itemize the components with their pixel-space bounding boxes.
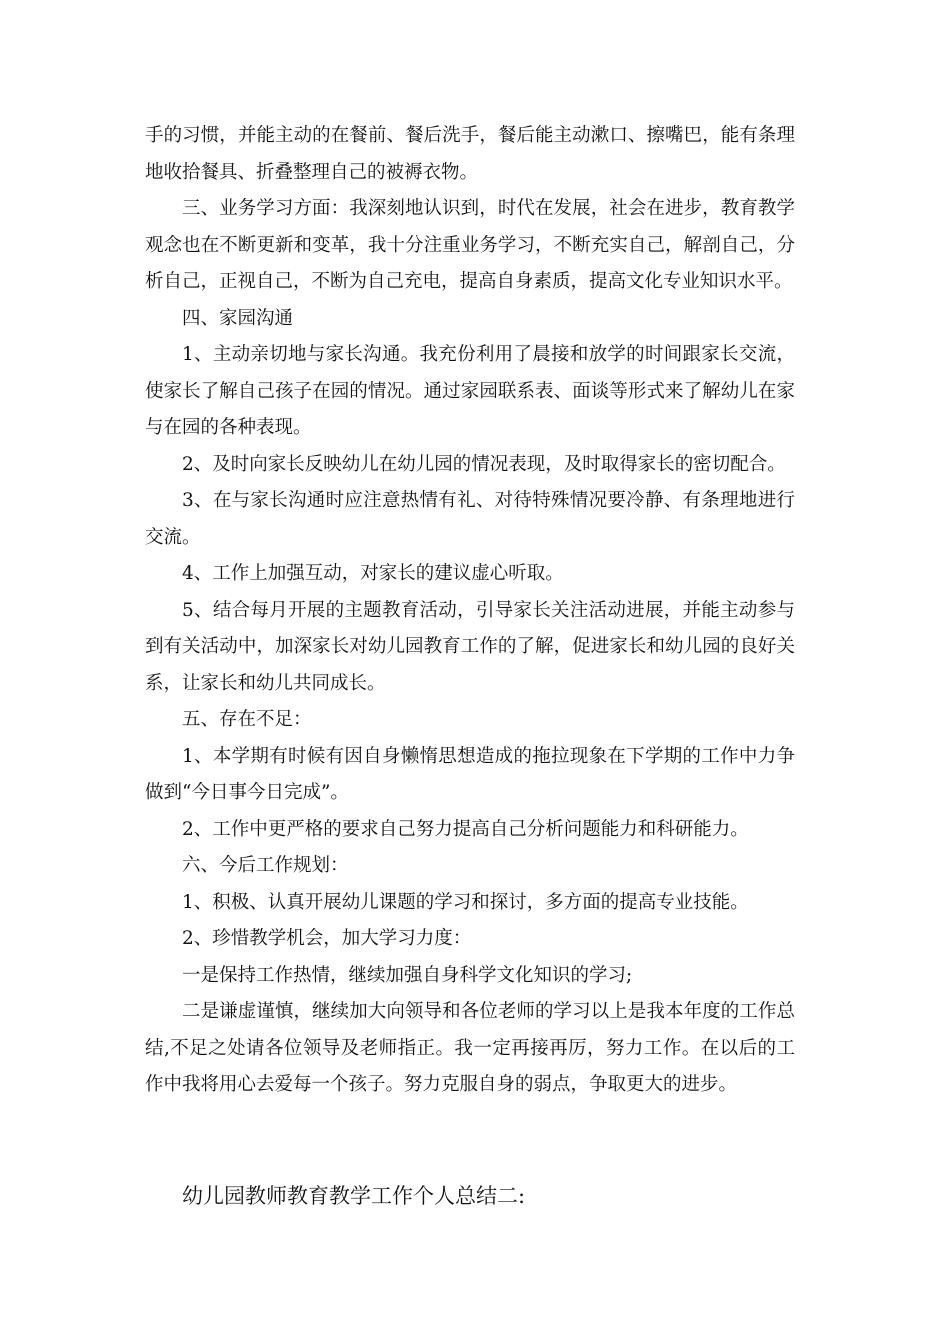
paragraph: 三、业务学习方面：我深刻地认识到，时代在发展，社会在进步，教育教学观念也在不断更新和变革，我十分注重业务学习，不断充实自己，解剖自己，分析自己，正视自己，不断为自己充电，提高自身素质，提高文化专业知识水平。 — [145, 198, 795, 292]
section-heading: 四、家园沟通 — [182, 307, 294, 329]
paragraph: 3、在与家长沟通时应注意热情有礼、对待特殊情况要冷静、有条理地进行交流。 — [145, 490, 795, 548]
paragraph: 2、珍惜教学机会，加大学习力度： — [182, 928, 472, 949]
paragraph: 手的习惯，并能主动的在餐前、餐后洗手，餐后能主动漱口、擦嘴巴，能有条理地收拾餐具、折叠整理自己的被褥衣物。 — [145, 125, 795, 183]
paragraph: 4、工作上加强互动，对家长的建议虚心听取。 — [182, 563, 564, 584]
paragraph: 1、积极、认真开展幼儿课题的学习和探讨，多方面的提高专业技能。 — [182, 891, 749, 913]
paragraph: 2、工作中更严格的要求自己努力提高自己分析问题能力和科研能力。 — [182, 818, 749, 840]
paragraph: 一是保持工作热情，继续加强自身科学文化知识的学习; — [182, 964, 633, 986]
paragraph: 1、本学期有时候有因自身懒惰思想造成的拖拉现象在下学期的工作中力争做到“今日事今日完成”。 — [145, 745, 795, 803]
paragraph: 2、及时向家长反映幼儿在幼儿园的情况表现，及时取得家长的密切配合。 — [182, 453, 786, 475]
section-heading: 五、存在不足： — [182, 709, 312, 730]
document-body — [145, 118, 795, 1104]
section-heading: 六、今后工作规划： — [182, 855, 349, 876]
paragraph: 二是谦虚谨慎，继续加大向领导和各位老师的学习以上是我本年度的工作总结,不足之处请各位领导及老师指正。我一定再接再厉，努力工作。在以后的工作中我将用心去爱每一个孩子。努力克服自身的弱点，争取更大的进步。 — [145, 1001, 795, 1095]
paragraph: 1、主动亲切地与家长沟通。我充份利用了晨接和放学的时间跟家长交流，使家长了解自己孩子在园的情况。通过家园联系表、面谈等形式来了解幼儿在家与在园的各种表现。 — [145, 344, 795, 438]
section-title: 幼儿园教师教育教学工作个人总结二: — [182, 1184, 526, 1208]
paragraph: 5、结合每月开展的主题教育活动，引导家长关注活动进展，并能主动参与到有关活动中，加深家长对幼儿园教育工作的了解，促进家长和幼儿园的良好关系，让家长和幼儿共同成长。 — [145, 599, 795, 694]
